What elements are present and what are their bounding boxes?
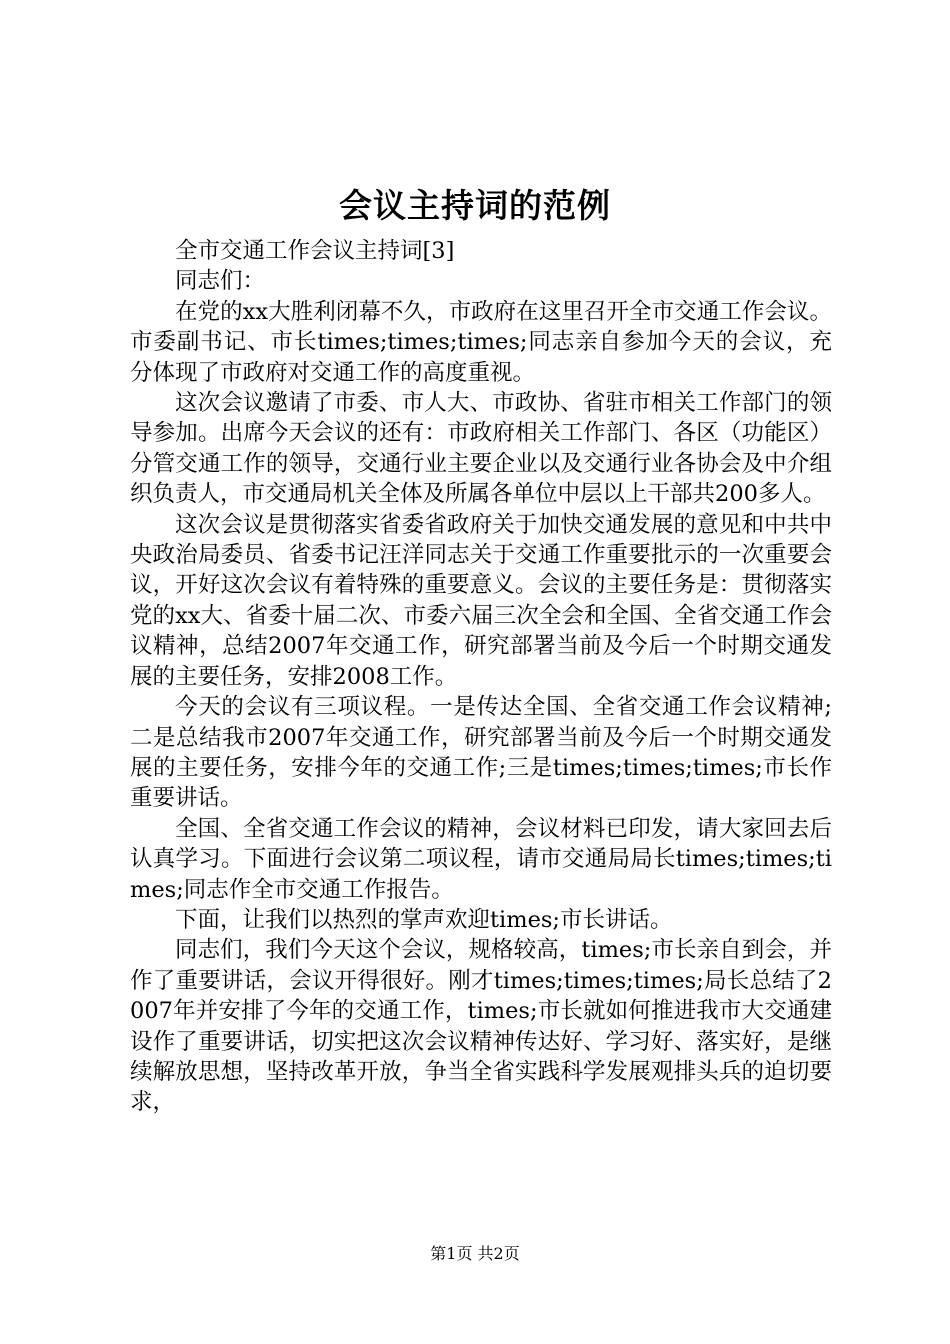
paragraph: 下面，让我们以热烈的掌声欢迎times;市长讲话。 bbox=[175, 906, 673, 933]
paragraph: 全市交通工作会议主持词[3] bbox=[175, 238, 455, 264]
page-footer: 第1页 共2页 bbox=[430, 1244, 520, 1263]
paragraph: 这次会议邀请了市委、市人大、市政协、省驻市相关工作部门的领导参加。出席今天会议的还有：市政府相关工作部门、各区（功能区）分管交通工作的领导，交通行业主要企业以及交通行业各协会及中介组织负责人，市交通局机关全体及所属各单位中层以上干部共200多人。 bbox=[130, 390, 832, 508]
paragraph: 同志们，我们今天这个会议，规格较高，times;市长亲自到会，并作了重要讲话，会议开得很好。刚才times;times;times;局长总结了2007年并安排了今年的交通工作，times;市长就如何推进我市大交通建设作了重要讲话，切实把这次会议精神传达好、学习好、落实好，是继续解放思想，坚持改革开放，争当全省实践科学发展观排头兵的迫切要求， bbox=[130, 937, 832, 1116]
paragraph: 同志们： bbox=[175, 268, 266, 295]
paragraph: 在党的xx大胜利闭幕不久，市政府在这里召开全市交通工作会议。市委副书记、市长times;times;times;同志亲自参加今天的会议，充分体现了市政府对交通工作的高度重视。 bbox=[130, 298, 832, 386]
paragraph: 这次会议是贯彻落实省委省政府关于加快交通发展的意见和中共中央政治局委员、省委书记汪洋同志关于交通工作重要批示的一次重要会议，开好这次会议有着特殊的重要意义。会议的主要任务是：贯彻落实党的xx大、省委十届二次、市委六届三次全会和全国、全省交通工作会议精神，总结2007年交通工作，研究部署当前及今后一个时期交通发展的主要任务，安排2008工作。 bbox=[130, 511, 832, 690]
paragraph: 今天的会议有三项议程。一是传达全国、全省交通工作会议精神;二是总结我市2007年交通工作，研究部署当前及今后一个时期交通发展的主要任务，安排今年的交通工作;三是times;times;times;市长作重要讲话。 bbox=[130, 694, 832, 812]
paragraph: 全国、全省交通工作会议的精神，会议材料已印发，请大家回去后认真学习。下面进行会议第二项议程，请市交通局局长times;times;times;同志作全市交通工作报告。 bbox=[130, 815, 832, 903]
document-title: 会议主持词的范例 bbox=[339, 186, 611, 225]
document-body bbox=[130, 236, 832, 1118]
